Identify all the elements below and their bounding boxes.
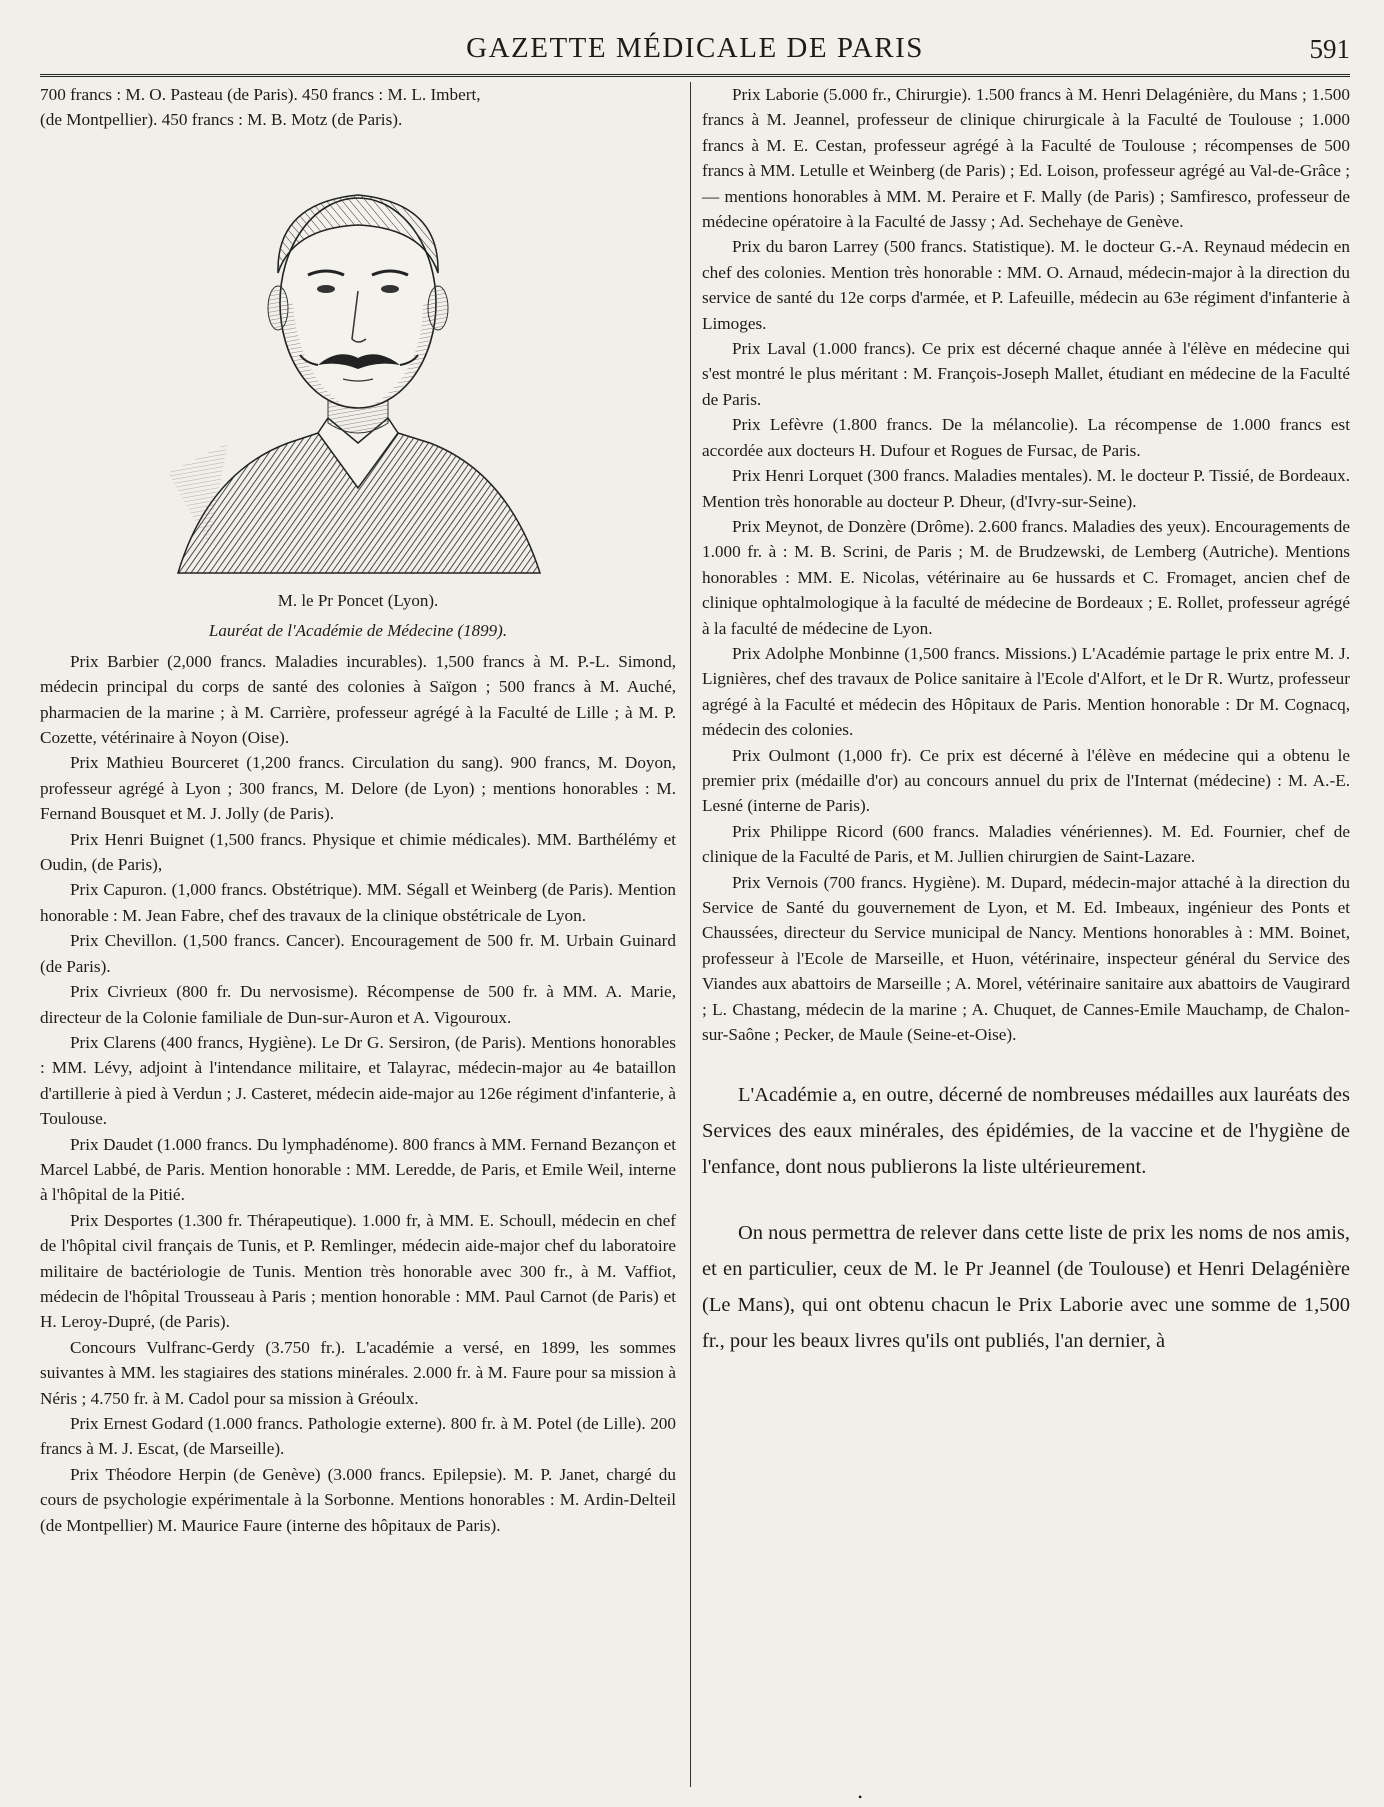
prize-paragraph: Prix Théodore Herpin (de Genève) (3.000 francs. Epilepsie). M. P. Janet, chargé du cours de psychologie expérimentale à la Sorbonne. Mentions honorables : M. Ardin-Delteil (de Montpellier) M. Maurice Faure (interne des hôpitaux de Paris). bbox=[40, 1464, 676, 1535]
prize-paragraph: Prix Daudet (1.000 francs. Du lymphadénome). 800 francs à MM. Fernand Bezançon et Marcel Labbé, de Paris. Mention honorable : MM. Leredde, de Paris, et Emile Weil, interne à l'hôpital de la Pitié. bbox=[40, 1134, 676, 1205]
prize-paragraph: Prix Mathieu Bourceret (1,200 francs. Circulation du sang). 900 francs, M. Doyon, professeur agrégé à Lyon ; 300 francs, M. Delore (de Lyon) ; mentions honorables : M. Fernand Bousquet et M. J. Jolly (de Paris). bbox=[40, 753, 676, 824]
prize-paragraph: Prix Chevillon. (1,500 francs. Cancer). Encouragement de 500 fr. M. Urbain Guinard (de Paris). bbox=[40, 931, 676, 976]
page-number: 591 bbox=[1309, 34, 1350, 64]
prize-paragraph: Prix Laval (1.000 francs). Ce prix est décerné chaque année à l'élève en médecine qui s'est montré le plus méritant : M. François-Joseph Mallet, étudiant en médecine de la Faculté de Paris. bbox=[702, 339, 1350, 409]
header-rule bbox=[40, 74, 1350, 77]
prize-paragraph: Prix Laborie (5.000 fr., Chirurgie). 1.500 francs à M. Henri Delagénière, du Mans ; 1.500 francs à M. Jeannel, professeur de clinique chirurgicale à la Faculté de Toulouse ; 1.000 francs à M. E. Cestan, professeur agrégé à la Faculté de Toulouse ; récompenses de 500 francs à MM. Letulle et Weinberg (de Paris) ; Ed. Loison, professeur agrégé au Val-de-Grâce ; — mentions honorables à MM. M. Peraire et F. Mally (de Paris) ; Samfiresco, professeur de médecine opératoire à la Faculté de Jassy ; Ad. Sechehaye de Genève. bbox=[702, 85, 1350, 232]
closing-paragraph-friends: On nous permettra de relever dans cette liste de prix les noms de nos amis, et en particulier, ceux de M. le Pr Jeannel (de Toulouse) et Henri Delagénière (Le Mans), qui ont obtenu chacun le Prix Laborie avec une somme de 1,500 fr., pour les beaux livres qu'ils ont publiés, l'an dernier, à bbox=[702, 1222, 1350, 1353]
footer-dot: • bbox=[858, 1790, 863, 1804]
prize-paragraph: Concours Vulfranc-Gerdy (3.750 fr.). L'académie a versé, en 1899, les sommes suivantes à MM. les stagiaires des stations minérales. 2.000 fr. à M. Faure pour sa mission à Néris ; 4.750 fr. à M. Cadol pour sa mission à Gréoulx. bbox=[40, 1337, 676, 1408]
portrait-figure bbox=[168, 143, 548, 583]
prize-paragraph: Prix Lefèvre (1.800 francs. De la mélancolie). La récompense de 1.000 francs est accordée aux docteurs H. Dufour et Rogues de Fursac, de Paris. bbox=[702, 415, 1350, 460]
left-column bbox=[40, 82, 676, 1538]
prize-paragraph: Prix Adolphe Monbinne (1,500 francs. Missions.) L'Académie partage le prix entre M. J. Lignières, chef des travaux de Police sanitaire à l'Ecole d'Alfort, et le Dr R. Wurtz, professeur agrégé à la Faculté et médecin des Hôpitaux de Paris. Mention honorable : Dr M. Cognacq, médecin des colonies. bbox=[702, 643, 1350, 740]
prize-paragraph: Prix Clarens (400 francs, Hygiène). Le Dr G. Sersiron, (de Paris). Mentions honorables : MM. Lévy, adjoint à l'intendance militaire, et Talayrac, médecin-major au 4e bataillon d'artillerie à pied à Verdun ; J. Casteret, médecin aide-major au 126e régiment d'infanterie, à Toulouse. bbox=[40, 1032, 676, 1129]
right-column bbox=[702, 82, 1350, 1359]
left-top-line-1: 700 francs : M. O. Pasteau (de Paris). 450 francs : M. L. Imbert, bbox=[40, 85, 481, 104]
prize-paragraph: Prix Meynot, de Donzère (Drôme). 2.600 francs. Maladies des yeux). Encouragements de 1.000 fr. à : M. B. Scrini, de Paris ; M. de Brudzewski, de Lemberg (Autriche). Mentions honorables : MM. E. Nicolas, vétérinaire au 6e hussards et C. Fromaget, ancien chef de clinique ophtalmologique à la faculté de médecine de Bordeaux ; E. Rollet, professeur agrégé à la faculté de médecine de Lyon. bbox=[702, 516, 1350, 638]
prize-paragraph: Prix Oulmont (1,000 fr). Ce prix est décerné à l'élève en médecine qui a obtenu le premier prix (médaille d'or) au concours annuel du prix de l'Internat (médecine) : M. A.-E. Lesné (interne de Paris). bbox=[702, 745, 1350, 816]
journal-title: GAZETTE MÉDICALE DE PARIS bbox=[466, 32, 924, 64]
prize-paragraph: Prix Capuron. (1,000 francs. Obstétrique). MM. Ségall et Weinberg (de Paris). Mention honorable : M. Jean Fabre, chef des travaux de la clinique obstétricale de Lyon. bbox=[40, 880, 676, 925]
prize-paragraph: Prix Henri Lorquet (300 francs. Maladies mentales). M. le docteur P. Tissié, de Bordeaux. Mention très honorable au docteur P. Dheur, (d'Ivry-sur-Seine). bbox=[702, 466, 1350, 511]
prize-paragraph: Prix Ernest Godard (1.000 francs. Pathologie externe). 800 fr. à M. Potel (de Lille). 200 francs à M. J. Escat, (de Marseille). bbox=[40, 1414, 676, 1459]
closing-paragraph-medals: L'Académie a, en outre, décerné de nombreuses médailles aux lauréats des Services des eaux minérales, des épidémies, de la vaccine et de l'hygiène de l'enfance, dont nous publierons la liste ultérieurement. bbox=[702, 1084, 1350, 1179]
figure-caption-name: M. le Pr Poncet (Lyon). bbox=[277, 590, 439, 610]
prize-paragraph: Prix Barbier (2,000 francs. Maladies incurables). 1,500 francs à M. P.-L. Simond, médecin principal du corps de santé des colonies à Saïgon ; 500 francs à M. Auché, pharmacien de la marine ; à M. Carrière, professeur agrégé à la Faculté de Lille ; à M. P. Cozette, vétérinaire à Noyon (Oise). bbox=[40, 651, 676, 748]
prize-paragraph: Prix du baron Larrey (500 francs. Statistique). M. le docteur G.-A. Reynaud médecin en chef des colonies. Mention très honorable : MM. O. Arnaud, médecin-major à la direction du service de santé du 12e corps d'armée, et P. Lafeuille, médecin au 63e régiment d'infanterie à Limoges. bbox=[702, 237, 1350, 333]
left-top-line-2: (de Montpellier). 450 francs : M. B. Motz (de Paris). bbox=[40, 110, 403, 130]
figure-caption-sub-text: Lauréat de l'Académie de Médecine (1899). bbox=[208, 620, 508, 640]
prize-paragraph: Prix Philippe Ricord (600 francs. Maladies vénériennes). M. Ed. Fournier, chef de clinique de la Faculté de Paris, et M. Jullien chirurgien de Saint-Lazare. bbox=[702, 821, 1350, 867]
prize-paragraph: Prix Henri Buignet (1,500 francs. Physique et chimie médicales). MM. Barthélémy et Oudin, (de Paris), bbox=[40, 829, 676, 875]
column-divider bbox=[690, 82, 691, 1787]
prize-paragraph: Prix Vernois (700 francs. Hygiène). M. Dupard, médecin-major attaché à la direction du Service de Santé du gouvernement de Lyon, et M. Ed. Imbeaux, ingénieur des Ponts et Chaussées, directeur du Service municipal de Nancy. Mentions honorables à : MM. Boinet, professeur à l'Ecole de Marseille, et Huon, vétérinaire, inspecteur général du Service des Viandes aux abattoirs de Marseille ; A. Morel, vétérinaire sanitaire aux abattoirs de Vaugirard ; L. Chastang, médecin de la marine ; A. Chuquet, de Cannes-Emile Mauchamp, de Chalon-sur-Saône ; Pecker, de Maule (Seine-et-Oise). bbox=[702, 872, 1350, 1045]
prize-paragraph: Prix Civrieux (800 fr. Du nervosisme). Récompense de 500 fr. à MM. A. Marie, directeur de la Colonie familiale de Dun-sur-Auron et A. Vigouroux. bbox=[40, 982, 676, 1027]
page-header bbox=[40, 30, 1350, 72]
portrait-engraving-icon bbox=[168, 143, 548, 583]
prize-paragraph: Prix Desportes (1.300 fr. Thérapeutique). 1.000 fr, à MM. E. Schoull, médecin en chef de l'hôpital civil français de Tunis, et P. Remlinger, médecin aide-major chef du laboratoire militaire de bactériologie de Tunis. Mention très honorable avec 300 fr., à M. Vaffiot, médecin de l'hôpital Trousseau à Paris ; mention honorable : MM. Paul Carnot (de Paris) et H. Leroy-Dupré, (de Paris). bbox=[40, 1210, 676, 1332]
figure-caption-sub bbox=[40, 619, 676, 643]
